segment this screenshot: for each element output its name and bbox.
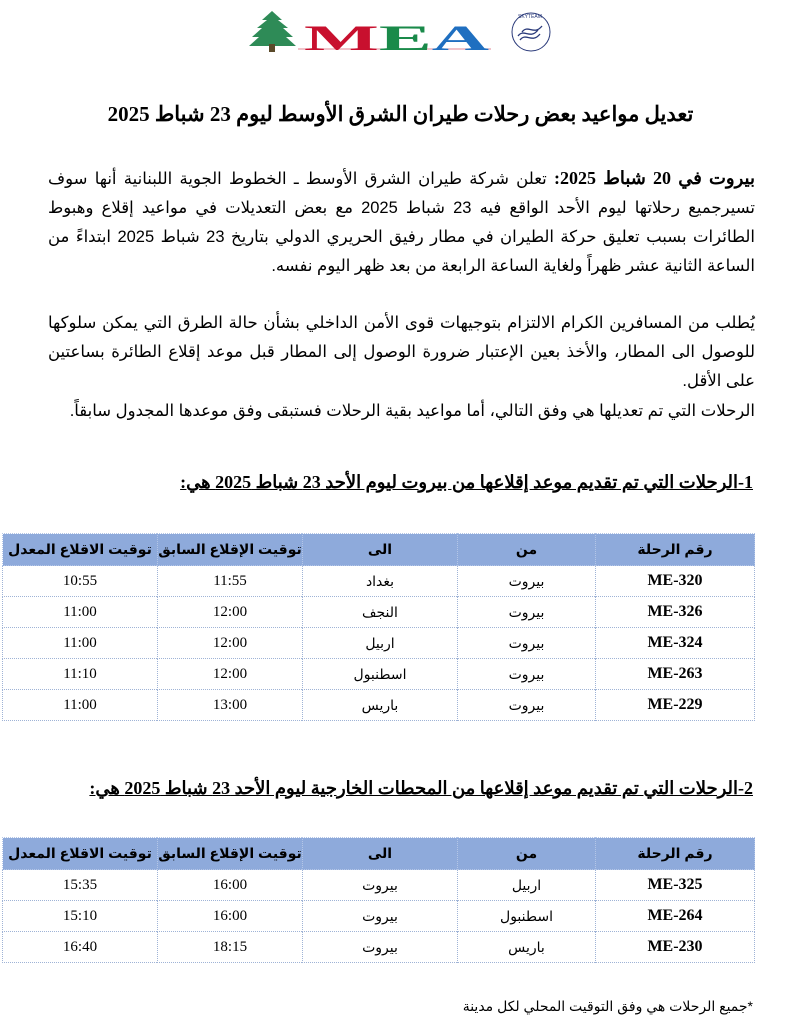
from-cell: اسطنبول (458, 901, 596, 932)
header-from: من (458, 838, 596, 870)
table-row (3, 628, 755, 659)
to-cell: بيروت (303, 870, 458, 901)
to-cell: اسطنبول (303, 659, 458, 690)
skyteam-icon (512, 13, 550, 51)
table-header-row (3, 534, 755, 566)
previous-departure-cell: 16:00 (158, 901, 303, 932)
page-title: تعديل مواعيد بعض رحلات طيران الشرق الأوسط ليوم 23 شباط 2025 (107, 102, 694, 126)
svg-text:SKYTEAM: SKYTEAM (518, 14, 542, 20)
mea-logo (246, 8, 556, 56)
table-row (3, 690, 755, 721)
table-row (3, 901, 755, 932)
previous-departure-cell: 16:00 (158, 870, 303, 901)
outstation-departures-table (2, 837, 755, 963)
flight-no-cell: ME-230 (596, 932, 755, 963)
flight-no-cell: ME-324 (596, 628, 755, 659)
intro-dateline: بيروت في 20 شباط 2025: (554, 168, 755, 188)
to-cell: باريس (303, 690, 458, 721)
header-flight-no: رقم الرحلة (596, 534, 755, 566)
section1-heading: 1-الرحلات التي تم تقديم موعد إقلاعها من بيروت ليوم الأحد 23 شباط 2025 هي: (180, 472, 753, 492)
from-cell: باريس (458, 932, 596, 963)
from-cell: بيروت (458, 659, 596, 690)
table-row (3, 870, 755, 901)
flight-no-cell: ME-263 (596, 659, 755, 690)
modified-departure-cell: 11:10 (3, 659, 158, 690)
modified-departure-cell: 11:00 (3, 628, 158, 659)
to-cell: النجف (303, 597, 458, 628)
to-cell: بيروت (303, 901, 458, 932)
header-previous-departure: توقيت الإقلاع السابق (158, 838, 303, 870)
previous-departure-cell: 12:00 (158, 597, 303, 628)
flight-no-cell: ME-229 (596, 690, 755, 721)
intro-body: تعلن شركة طيران الشرق الأوسط ـ الخطوط الجوية اللبنانية أنها سوف تسيرجميع رحلاتها ليوم الأحد الواقع فيه 23 شباط 2025 مع بعض التعديلات في مواعيد إقلاع وهبوط الطائرات بسبب تعليق حركة الطيران في مطار رفيق الحريري الدولي بتاريخ 23 شباط 2025 ابتداءً من الساعة الثانية عشر ظهراً ولغاية الساعة الرابعة من بعد ظهر اليوم نفسه. (48, 170, 756, 275)
previous-departure-cell: 18:15 (158, 932, 303, 963)
table-row (3, 932, 755, 963)
cedar-tree-icon (249, 11, 296, 52)
modified-departure-cell: 16:40 (3, 932, 158, 963)
header-flight-no: رقم الرحلة (596, 838, 755, 870)
previous-departure-cell: 11:55 (158, 566, 303, 597)
section2-heading: 2-الرحلات التي تم تقديم موعد إقلاعها من المحطات الخارجية ليوم الأحد 23 شباط 2025 هي: (89, 778, 753, 798)
modified-departure-cell: 15:35 (3, 870, 158, 901)
table-row (3, 659, 755, 690)
note-paragraph: الرحلات التي تم تعديلها هي وفق التالي، أما مواعيد بقية الرحلات فستبقى وفق موعدها المجدول سابقاً. (69, 402, 755, 420)
beirut-departures-table (2, 533, 755, 721)
to-cell: بغداد (303, 566, 458, 597)
header-modified-departure: توقيت الاقلاع المعدل (3, 534, 158, 566)
header-modified-departure: توقيت الاقلاع المعدل (3, 838, 158, 870)
from-cell: اربيل (458, 870, 596, 901)
previous-departure-cell: 12:00 (158, 659, 303, 690)
modified-departure-cell: 11:00 (3, 690, 158, 721)
flight-no-cell: ME-325 (596, 870, 755, 901)
to-cell: اربيل (303, 628, 458, 659)
mea-wordmark: M E A (304, 18, 458, 56)
previous-departure-cell: 12:00 (158, 628, 303, 659)
modified-departure-cell: 10:55 (3, 566, 158, 597)
flight-no-cell: ME-320 (596, 566, 755, 597)
from-cell: بيروت (458, 566, 596, 597)
header-to: الى (303, 838, 458, 870)
previous-departure-cell: 13:00 (158, 690, 303, 721)
table-row (3, 566, 755, 597)
advice-paragraph: يُطلب من المسافرين الكرام الالتزام بتوجيهات قوى الأمن الداخلي بشأن حالة الطرق التي يمكن سلوكها للوصول الى المطار، والأخذ بعين الإعتبار ضرورة الوصول إلى المطار قبل موعد إقلاع الطائرة بساعتين على الأقل. (48, 314, 755, 390)
header-previous-departure: توقيت الإقلاع السابق (158, 534, 303, 566)
from-cell: بيروت (458, 597, 596, 628)
header-to: الى (303, 534, 458, 566)
from-cell: بيروت (458, 690, 596, 721)
modified-departure-cell: 15:10 (3, 901, 158, 932)
flight-no-cell: ME-326 (596, 597, 755, 628)
to-cell: بيروت (303, 932, 458, 963)
header-from: من (458, 534, 596, 566)
modified-departure-cell: 11:00 (3, 597, 158, 628)
intro-paragraph (48, 164, 755, 281)
table-row (3, 597, 755, 628)
footnote: *جميع الرحلات هي وفق التوقيت المحلي لكل مدينة (462, 998, 753, 1014)
from-cell: بيروت (458, 628, 596, 659)
flight-no-cell: ME-264 (596, 901, 755, 932)
table-header-row (3, 838, 755, 870)
